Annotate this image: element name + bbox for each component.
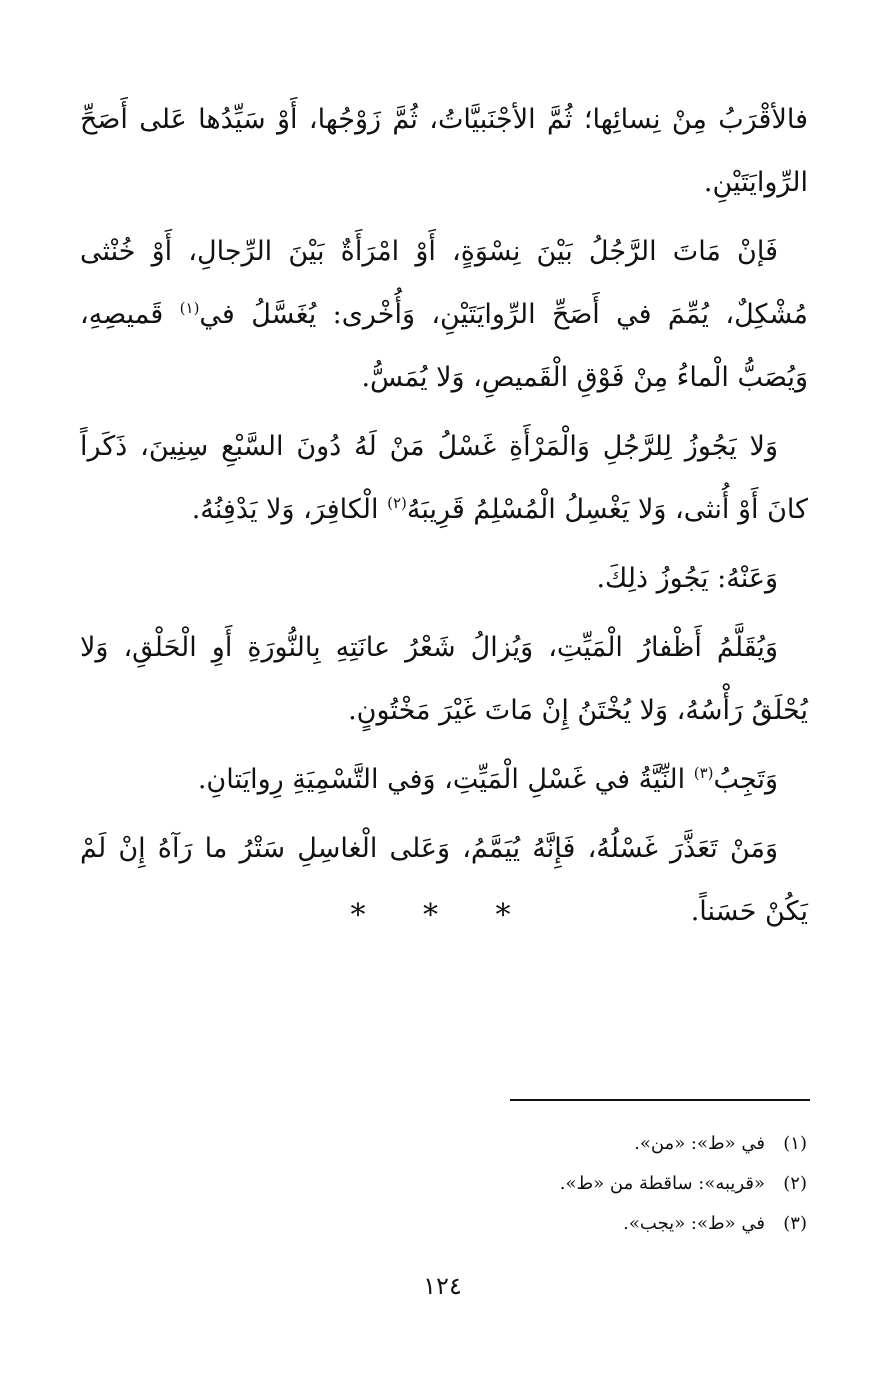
footnote-2-number: (٢) [783,1173,807,1194]
footnote-3-number: (٣) [783,1213,807,1234]
footnotes [407,1124,807,1244]
paragraph-2 [80,220,808,409]
paragraph-4 [80,547,808,610]
paragraph-3 [80,415,808,541]
paragraph-1 [80,88,808,214]
paragraph-2-text-a: فَإنْ مَاتَ الرَّجُلُ بَيْنَ نِسْوَةٍ، أَوْ امْرَأَةٌ بَيْنَ الرِّجالِ، أَوْ خُنْثى مُشْكِلٌ، يُمِّمَ في أَصَحِّ الرِّوايَتَيْنِ، وَأُخْرى: يُغَسَّلُ في [80,236,808,330]
footnote-ref-1[interactable]: (١) [179,299,200,317]
paragraph-2-text-b: قَميصِهِ، وَيُصَبُّ الْماءُ مِنْ فَوْقِ الْقَميصِ، وَلا يُمَسُّ. [80,299,808,393]
paragraph-1-text: فالأقْرَبُ مِنْ نِسائِها؛ ثُمَّ الأجْنَبيَّاتُ، ثُمَّ زَوْجُها، أَوْ سَيِّدُها عَلى أَصَحِّ الرِّوايَتَيْنِ. [80,104,808,198]
footnote-3 [407,1204,807,1244]
page-number: ١٢٤ [423,1272,462,1300]
footnote-rule [510,1099,810,1101]
main-text [80,88,808,949]
footnote-2 [407,1164,807,1204]
footnote-1 [407,1124,807,1164]
footnote-1-number: (١) [783,1133,807,1154]
footnote-1-text: في «ط»: «من». [634,1133,765,1154]
paragraph-7-text: وَمَنْ تَعَذَّرَ غَسْلُهُ، فَإِنَّهُ يُيَمَّمُ، وَعَلى الْغاسِلِ سَتْرُ ما رَآهُ إِنْ لَمْ يَكُنْ حَسَناً. [80,833,808,927]
paragraph-6 [80,748,808,811]
paragraph-4-text: وَعَنْهُ: يَجُوزُ ذلِكَ. [596,563,778,594]
paragraph-3-text-a: وَلا يَجُوزُ لِلرَّجُلِ وَالْمَرْأَةِ غَسْلُ مَنْ لَهُ دُونَ السَّبْعِ سِنِينَ، ذَكَراً كانَ أَوْ أُنثى، وَلا يَغْسِلُ الْمُسْلِمُ قَرِيبَهُ [80,431,808,525]
paragraph-6-text-a: وَتَجِبُ [713,764,778,795]
footnote-3-text: في «ط»: «يجب». [623,1213,765,1234]
footnote-2-text: «قريبه»: ساقطة من «ط». [559,1173,765,1194]
paragraph-6-text-b: النِّيَّةُ في غَسْلِ الْمَيِّتِ، وَفي التَّسْمِيَةِ رِوايَتانِ. [197,764,694,795]
paragraph-5-text: وَيُقَلَّمُ أَظْفارُ الْمَيِّتِ، وَيُزالُ شَعْرُ عانَتِهِ بِالنُّورَةِ أَوِ الْحَلْقِ، وَلا يُحْلَقُ رَأْسُهُ، وَلا يُخْتَنُ إِنْ مَاتَ غَيْرَ مَخْتُونٍ. [80,632,808,726]
section-separator: * * * [350,898,535,933]
paragraph-5 [80,616,808,742]
footnote-ref-2[interactable]: (٢) [387,494,407,512]
paragraph-3-text-b: الْكافِرَ، وَلا يَدْفِنُهُ. [191,494,388,525]
footnote-ref-3[interactable]: (٣) [693,764,714,782]
